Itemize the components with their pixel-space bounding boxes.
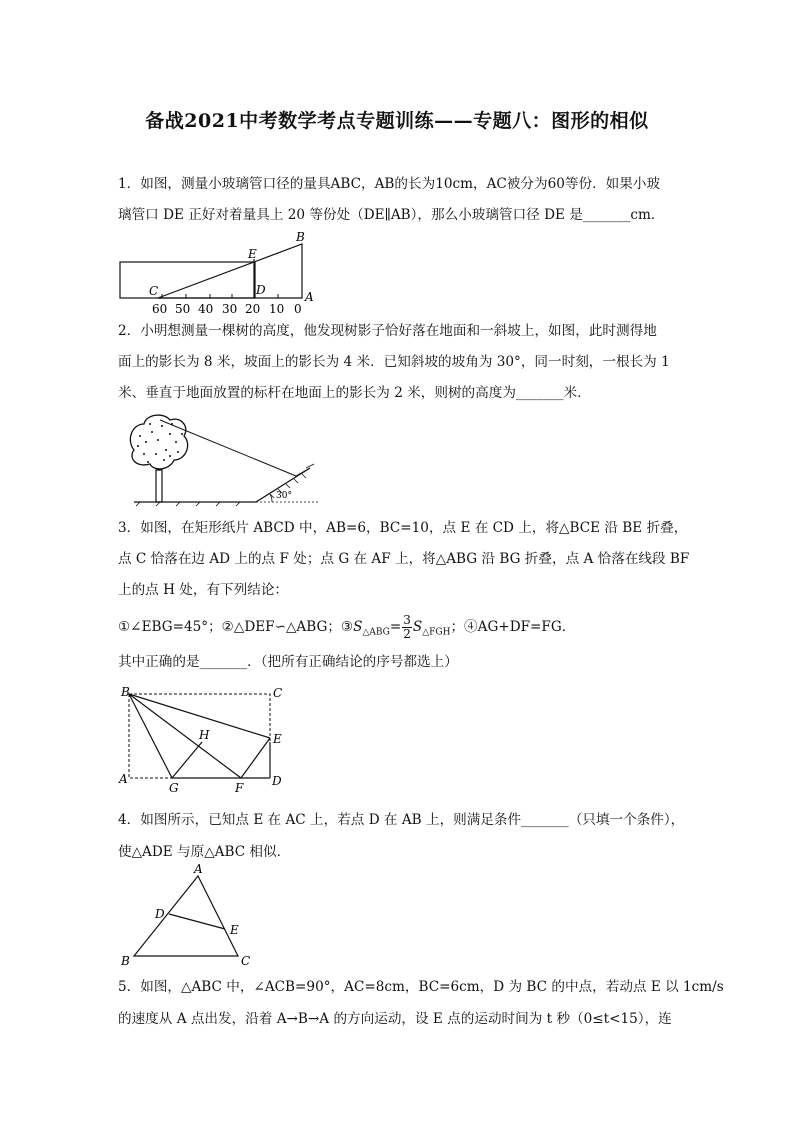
q4-label-b: B [121,954,130,968]
q1-figure [112,226,322,316]
q1-label-e: E [248,247,257,261]
q1-tube-rect [120,262,255,298]
q1-tick-0: 0 [294,302,302,316]
q3-label-a: A [119,772,128,786]
q5-text-line1: 5．如图，△ABC 中，∠ACB=90°，AC=8cm，BC=6cm，D 为 BC 的中点，若动点 E 以 1cm/s [118,979,724,995]
q2-text-line2: 面上的影长为 8 米，坡面上的影长为 4 米．已知斜坡的坡角为 30°，同一时刻，一根长为 1 [118,354,670,370]
triangle-abc [134,876,238,956]
q4-label-d: D [155,907,165,921]
q3-label-g: G [169,781,179,794]
line-bf [129,694,241,778]
line-gh [172,742,202,778]
q3-label-b: B [121,685,130,699]
q3-fraction [402,614,412,641]
q3-equals: = [389,619,402,635]
line-bg [129,694,172,778]
q1-label-c: C [149,284,159,298]
q1-tick-10: 10 [269,302,285,316]
q3-label-e: E [273,732,282,746]
q5-text-line2: 的速度从 A 点出发，沿着 A→B→A 的方向运动，设 E 点的运动时间为 t 秒（0≤t<15），连 [118,1011,672,1027]
q3-s-subscript-2: △FGH [422,627,451,638]
q3-text-line1: 3．如图，在矩形纸片 ABCD 中，AB=6，BC=10，点 E 在 CD 上，将△BCE 沿 BE 折叠， [118,520,688,536]
q1-tick-30: 30 [222,302,238,316]
q2-text-line1: 2．小明想测量一棵树的高度，他发现树影子恰好落在地面和一斜坡上，如图，此时测得地 [118,323,657,339]
q1-tick-20: 20 [245,302,261,316]
q1-tick-40: 40 [198,302,214,316]
q2-text-line3: 米、垂直于地面放置的标杆在地面上的影长为 2 米，则树的高度为_______米． [118,385,591,401]
q4-label-e: E [230,923,239,937]
q4-text-line1: 4．如图所示，已知点 E 在 AC 上，若点 D 在 AB 上，则满足条件_______（只填一个条件）， [118,812,685,828]
q3-text-line5: 其中正确的是_______．（把所有正确结论的序号都选上） [118,654,458,670]
q3-label-f: F [235,781,244,794]
q3-s-symbol-2: S [412,619,423,635]
q4-figure [115,862,265,970]
q4-label-c: C [241,954,251,968]
q4-label-a: A [194,862,203,876]
q3-text-line2: 点 C 恰落在边 AD 上的点 F 处；点 G 在 AF 上，将△ABG 沿 BG 折叠，点 A 恰落在线段 BF [118,551,690,567]
q3-fraction-num: 3 [403,613,411,627]
q3-text-line3: 上的点 H 处，有下列结论： [118,582,289,598]
q3-label-c: C [273,686,283,700]
q3-conclusion-part1: ①∠EBG=45°；②△DEF∽△ABG；③ [118,619,354,635]
q3-label-h: H [199,728,210,742]
q1-text-line1: 1．如图，测量小玻璃管口径的量具ABC，AB的长为10cm，AC被分为60等份．如果小玻 [118,176,661,192]
q1-label-b: B [296,230,305,244]
q3-conclusion-part2: ；④AG+DF=FG． [450,619,576,635]
q3-label-d: D [272,774,282,788]
q3-s-subscript: △ABG [362,627,390,638]
q1-label-a: A [305,290,314,304]
page-title: 备战2021中考数学考点专题训练——专题八：图形的相似 [145,110,649,132]
q3-conclusions [118,614,575,645]
q2-figure [120,410,326,508]
q3-figure [115,682,295,794]
q1-label-d: D [256,283,266,297]
q1-text-line2: 璃管口 DE 正好对着量具上 20 等份处（DE∥AB），那么小玻璃管口径 DE 是_______cm． [118,207,665,223]
line-ef [241,738,270,778]
q4-text-line2: 使△ADE 与原△ABC 相似． [118,844,291,860]
q3-fraction-den: 2 [403,627,411,641]
segment-de [169,914,225,929]
slope-angle-label: 30° [276,491,292,501]
q3-s-symbol: S [353,619,363,635]
q1-tick-60: 60 [152,302,168,316]
q1-gauge-triangle [158,244,302,298]
q1-tick-50: 50 [175,302,191,316]
